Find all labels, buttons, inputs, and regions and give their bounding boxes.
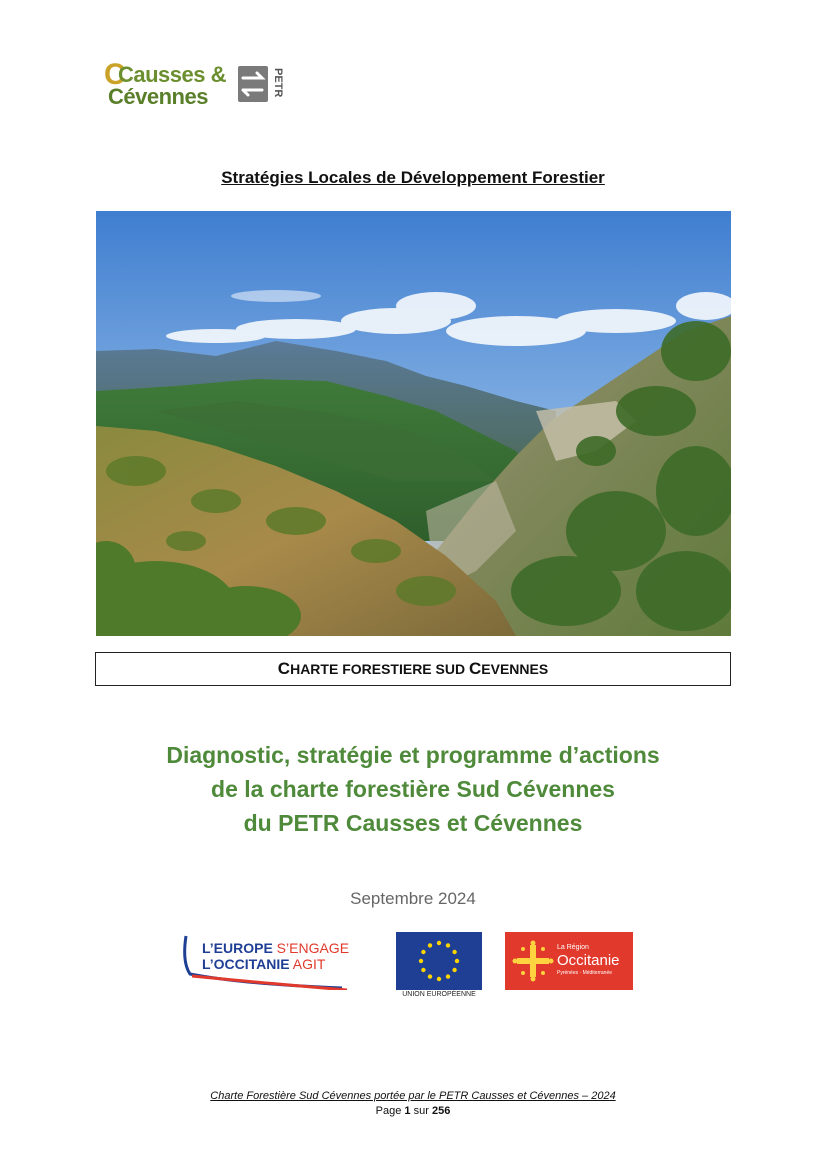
logo-arrows-icon	[238, 66, 268, 102]
logo-line1: Causses &	[118, 62, 227, 87]
publication-date: Septembre 2024	[350, 889, 476, 908]
page-number	[0, 1105, 826, 1117]
main-title-line1: Diagnostic, stratégie et programme d’actions	[166, 742, 660, 768]
occ-small: La Région	[557, 944, 589, 951]
logo-c-gold: C	[104, 58, 126, 91]
europe-text-a: L’EUROPE	[202, 940, 273, 956]
footer-text: Charte Forestière Sud Cévennes portée par le PETR Causses et Cévennes – 2024	[210, 1090, 616, 1102]
main-title-line3: du PETR Causses et Cévennes	[243, 810, 583, 836]
charte-title	[278, 659, 548, 679]
charte-cap1: C	[277, 659, 291, 678]
page-current: 1	[404, 1105, 411, 1117]
europe-text-b: S’ENGAGE	[272, 940, 350, 956]
logo-petr-tag: PETR	[272, 68, 284, 98]
occ-sub: Pyrénées · Méditerranée	[557, 970, 613, 976]
charte-rest1: HARTE FORESTIERE SUD	[290, 661, 469, 677]
charte-rest2: EVENNES	[481, 661, 549, 677]
document-subtitle: Stratégies Locales de Développement Forestier	[221, 168, 605, 187]
main-title-line2: de la charte forestière Sud Cévennes	[211, 776, 615, 802]
occitanie-text-a: L’OCCITANIE	[202, 956, 290, 972]
eu-flag-logo	[396, 932, 482, 1002]
page-total: 256	[431, 1105, 451, 1117]
occitanie-text-b: AGIT	[289, 956, 326, 972]
eu-stars-icon	[396, 932, 482, 990]
europe-occitanie-logo	[182, 932, 374, 990]
cover-photo-landscape	[96, 211, 731, 636]
occitan-cross-icon	[511, 939, 555, 983]
logo-line2: Cévennes	[108, 84, 208, 109]
eu-label: UNION EUROPÉENNE	[402, 991, 476, 998]
occ-name: Occitanie	[557, 952, 620, 969]
region-occitanie-logo	[505, 932, 633, 990]
main-title	[0, 738, 826, 840]
page-mid: sur	[410, 1105, 432, 1117]
page-prefix: Page	[375, 1105, 405, 1117]
charte-title-box	[95, 652, 731, 686]
petr-logo	[104, 60, 294, 110]
charte-cap2: C	[468, 659, 482, 678]
